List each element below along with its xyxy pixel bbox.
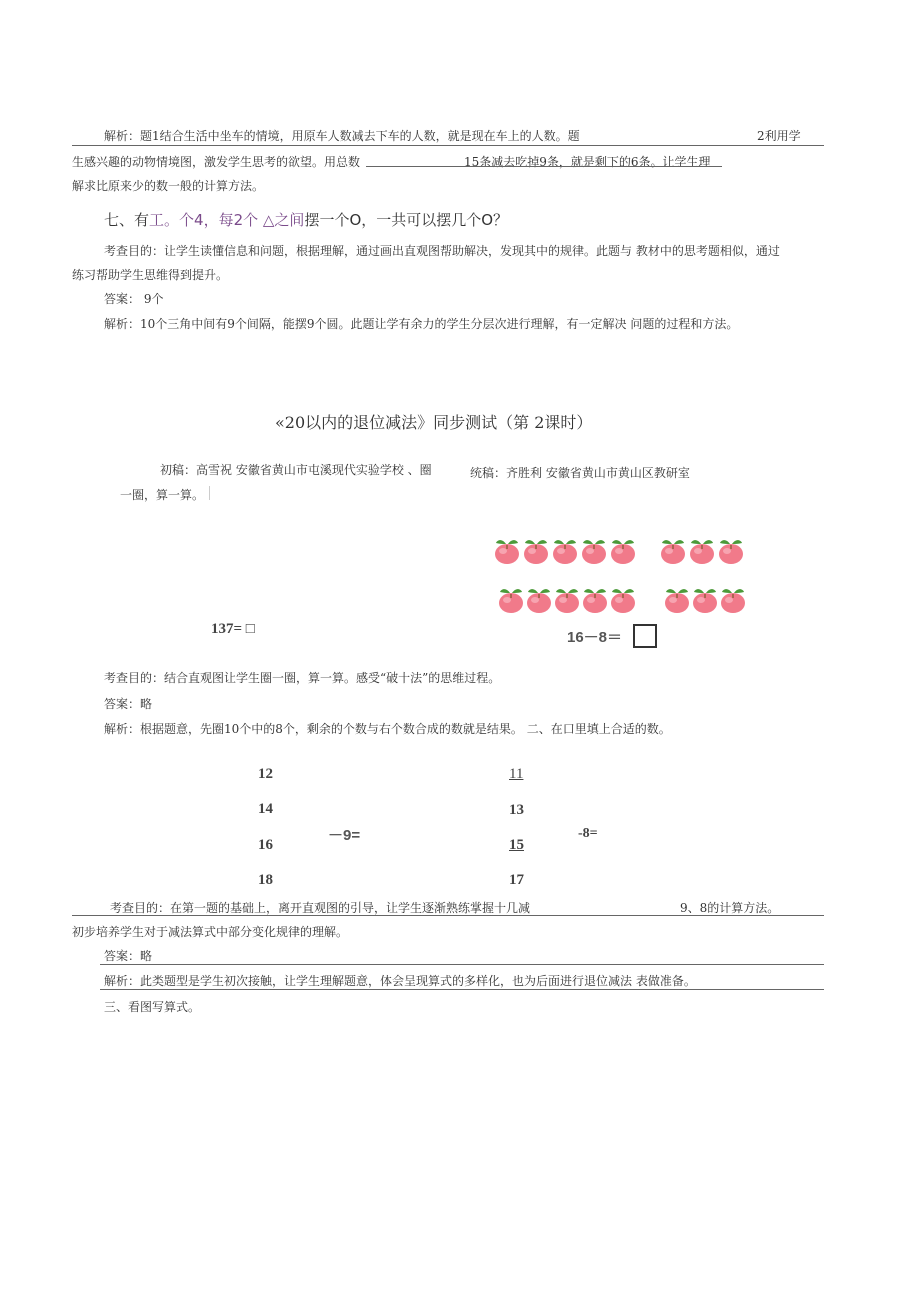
peach-icon	[692, 586, 718, 610]
peach-icon	[582, 586, 608, 610]
peach-icon	[494, 537, 520, 561]
q2-analysis: 解析：此类题型是学生初次接触，让学生理解题意，体会呈现算式的多样化，也为后面进行退位减法 表做准备。	[104, 974, 696, 988]
right-number: 17	[509, 872, 524, 888]
author-right: 统稿：齐胜利 安徽省黄山市黄山区教研室	[470, 466, 690, 480]
rule	[100, 964, 824, 965]
peach-icon	[554, 586, 580, 610]
top-analysis-line1: 解析：题1结合生活中坐车的情境，用原车人数减去下车的人数，就是现在车上的人数。题	[104, 129, 580, 143]
rule	[72, 145, 824, 146]
q7-prefix: 七、有	[104, 211, 150, 229]
peach-icon	[552, 537, 578, 561]
question-1: 一圈，算一算。	[120, 488, 205, 502]
divider	[209, 486, 210, 500]
top-analysis-line1-right: 2利用学	[757, 129, 801, 143]
peach-icon	[498, 586, 524, 610]
rule	[72, 915, 824, 916]
q2-goal-b: 9、8的计算方法。	[680, 901, 780, 915]
top-analysis-line2a: 生感兴趣的动物情境图，激发学生思考的欲望。用总数	[72, 155, 361, 169]
peach-icon	[526, 586, 552, 610]
q7-mid1: 个4，每2个	[179, 211, 263, 229]
question-7	[104, 209, 508, 230]
peach-icon	[718, 537, 744, 561]
q7-p1: 工。	[149, 211, 180, 229]
question-3: 三、看图写算式。	[104, 1000, 201, 1014]
rule	[366, 166, 722, 167]
right-number: 15	[509, 837, 524, 853]
q7-goal-line1: 考查目的：让学生读懂信息和问题，根据理解，通过画出直观图帮助解决，发现其中的规律。此题与 教材中的思考题相似，通过	[104, 244, 780, 258]
right-number: 13	[509, 802, 524, 818]
answer-box	[633, 624, 657, 648]
q1-goal: 考查目的：结合直观图让学生圈一圈，算一算。感受“破十法”的思维过程。	[104, 671, 501, 685]
q1-answer: 答案：略	[104, 697, 153, 711]
q7-answer: 答案： 9个	[104, 292, 164, 306]
q2-goal-a: 考查目的：在第一题的基础上，离开直观图的引导，让学生逐渐熟练掌握十几减	[110, 901, 531, 915]
author-left: 初稿：高雪祝 安徽省黄山市屯溪现代实验学校 、圈	[160, 463, 432, 477]
q2-goal-line2: 初步培养学生对于减法算式中部分变化规律的理解。	[72, 925, 349, 939]
peach-icon	[720, 586, 746, 610]
top-analysis-line3: 解求比原来少的数一般的计算方法。	[72, 179, 265, 193]
section-title: «20以内的退位减法》同步测试（第 2课时）	[275, 413, 593, 432]
peach-icon	[660, 537, 686, 561]
q1-analysis: 解析：根据题意，先圈10个中的8个，剩余的个数与右个数合成的数就是结果。 二、在口里填上合适的数。	[104, 722, 671, 736]
peach-icon	[689, 537, 715, 561]
q7-analysis: 解析：10个三角中间有9个间隔，能摆9个圆。此题让学有余力的学生分层次进行理解，有一定解决 问题的过程和方法。	[104, 317, 739, 331]
right-operator: -8=	[578, 826, 598, 841]
figure-equation: 16－8＝	[567, 629, 623, 646]
q7-p2: △之间	[262, 211, 305, 229]
top-analysis-line2b: 15条减去吃掉9条，就是剩下的6条。让学生理	[464, 155, 711, 169]
peach-icon	[610, 586, 636, 610]
q2-answer: 答案：略	[104, 949, 153, 963]
rule	[100, 989, 824, 990]
peach-icon	[610, 537, 636, 561]
left-number: 12	[258, 766, 273, 782]
left-number: 18	[258, 872, 273, 888]
q7-rest: 摆一个O，一共可以摆几个O？	[304, 211, 509, 229]
left-number: 14	[258, 801, 273, 817]
peach-icon	[581, 537, 607, 561]
left-equation: 137= □	[211, 621, 255, 637]
right-number: 11	[509, 766, 524, 782]
q7-goal-line2: 练习帮助学生思维得到提升。	[72, 268, 229, 282]
peach-icon	[664, 586, 690, 610]
peach-icon	[523, 537, 549, 561]
left-number: 16	[258, 837, 273, 853]
left-operator: －9=	[328, 827, 361, 844]
